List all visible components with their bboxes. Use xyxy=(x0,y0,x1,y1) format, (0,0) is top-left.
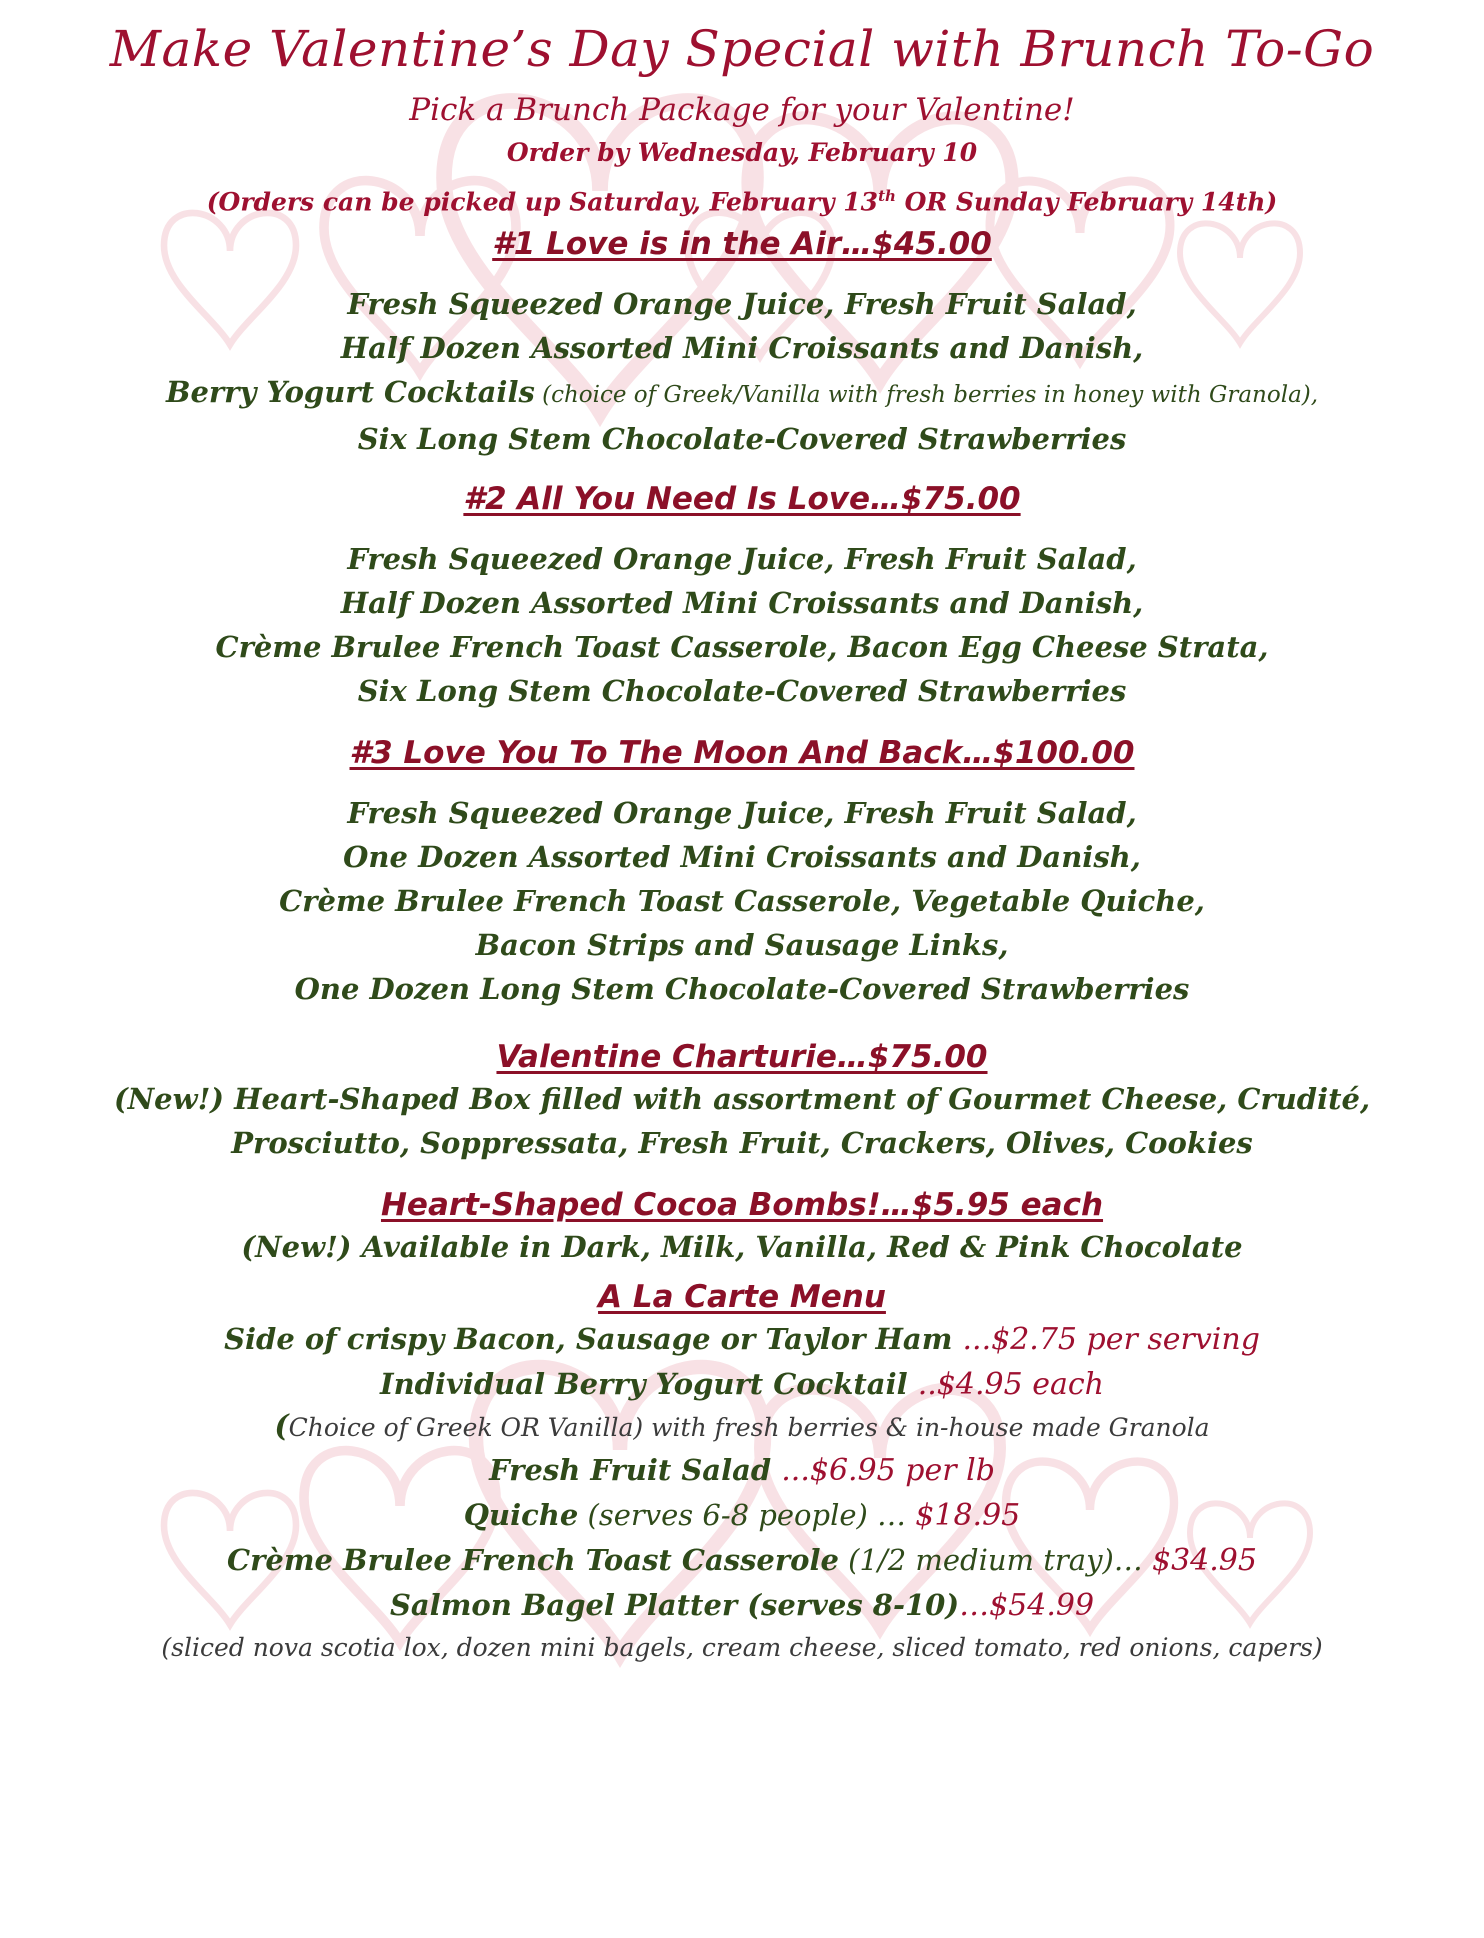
package-3-line-1: Fresh Squeezed Orange Juice, Fresh Fruit Salad, xyxy=(347,796,1137,831)
toast-name: Crème Brulee French Toast Casserole xyxy=(227,1543,839,1578)
package-1-line-4: Six Long Stem Chocolate-Covered Strawberries xyxy=(357,422,1127,457)
cocoa-bombs-title: Heart-Shaped Cocoa Bombs!…$5.95 each xyxy=(380,1187,1104,1224)
quiche-price: $18.95 xyxy=(915,1498,1021,1534)
yogurt-note-text: Choice of Greek OR Vanilla) with fresh berries & in-house made Granola xyxy=(288,1413,1210,1443)
yogurt-price: ..$4.95 each xyxy=(917,1367,1104,1403)
salmon-name: Salmon Bagel Platter (serves 8-10) xyxy=(389,1588,960,1623)
fruit-name: Fresh Fruit Salad xyxy=(489,1453,782,1488)
a-la-carte-title: A La Carte Menu xyxy=(598,1279,886,1316)
a-la-carte-bacon xyxy=(0,1317,1484,1362)
a-la-carte-quiche xyxy=(0,1493,1484,1538)
yogurt-note-paren: ( xyxy=(274,1409,289,1445)
package-3-title: #3 Love You To The Moon And Back…$100.00 xyxy=(349,735,1135,772)
package-3-line-3: Crème Brulee French Toast Casserole, Vegetable Quiche, xyxy=(279,884,1205,919)
package-1-yogurt-note: (choice of Greek/Vanilla with fresh berries in honey with Granola), xyxy=(534,382,1319,409)
package-3-line-4: Bacon Strips and Sausage Links, xyxy=(475,928,1009,963)
bacon-price: ...$2.75 per serving xyxy=(962,1322,1260,1358)
a-la-carte-yogurt xyxy=(0,1362,1484,1407)
salmon-note: (sliced nova scotia lox, dozen mini bagels, cream cheese, sliced tomato, red onions, capers) xyxy=(161,1633,1323,1663)
salmon-price: …$54.99 xyxy=(959,1588,1095,1624)
a-la-carte-fruit xyxy=(0,1448,1484,1493)
yogurt-note xyxy=(0,1407,1484,1448)
page-title: Make Valentine’s Day Special with Brunch To-Go xyxy=(109,20,1375,78)
toast-serves: (1/2 medium tray)… xyxy=(838,1543,1152,1578)
package-3-line-5: One Dozen Long Stem Chocolate-Covered Strawberries xyxy=(294,972,1190,1007)
package-1-line-1: Fresh Squeezed Orange Juice, Fresh Fruit Salad, xyxy=(347,287,1137,322)
a-la-carte-salmon xyxy=(0,1583,1484,1628)
package-2-line-3: Crème Brulee French Toast Casserole, Bacon Egg Cheese Strata, xyxy=(215,630,1269,665)
a-la-carte-toast xyxy=(0,1538,1484,1583)
package-2-line-2: Half Dozen Assorted Mini Croissants and Danish, xyxy=(340,586,1144,621)
quiche-serves: (serves 6-8 people) … xyxy=(578,1498,916,1533)
pickup-superscript: th xyxy=(878,187,896,205)
package-2-title: #2 All You Need Is Love…$75.00 xyxy=(463,481,1021,518)
quiche-name: Quiche xyxy=(463,1498,579,1533)
page-subtitle: Pick a Brunch Package for your Valentine! xyxy=(409,92,1075,128)
menu-page xyxy=(0,18,1484,1668)
order-deadline: Order by Wednesday, February 10 xyxy=(506,138,978,167)
package-1-line-3 xyxy=(0,370,1484,417)
charcuterie-title: Valentine Charturie…$75.00 xyxy=(496,1039,988,1076)
pickup-text-part1: (Orders can be picked up Saturday, February 13 xyxy=(206,187,879,217)
charcuterie-line-2: Prosciutto, Soppressata, Fresh Fruit, Crackers, Olives, Cookies xyxy=(231,1126,1253,1161)
cocoa-bombs-line-1: (New!) Available in Dark, Milk, Vanilla, Red & Pink Chocolate xyxy=(241,1230,1243,1265)
pickup-dates xyxy=(0,178,1484,220)
package-1-line-2: Half Dozen Assorted Mini Croissants and Danish, xyxy=(340,331,1144,366)
toast-price: $34.95 xyxy=(1152,1543,1257,1579)
yogurt-name: Individual Berry Yogurt Cocktail xyxy=(380,1367,918,1402)
package-3-line-2: One Dozen Assorted Mini Croissants and Danish, xyxy=(343,840,1141,875)
package-1-title: #1 Love is in the Air…$45.00 xyxy=(492,226,992,263)
charcuterie-line-1: (New!) Heart-Shaped Box filled with assortment of Gourmet Cheese, Crudité, xyxy=(113,1082,1371,1117)
bacon-name: Side of crispy Bacon, Sausage or Taylor Ham xyxy=(224,1322,963,1357)
fruit-price: ...$6.95 per lb xyxy=(781,1453,995,1489)
pickup-text-part2: OR Sunday February 14th) xyxy=(895,187,1278,217)
package-2-line-1: Fresh Squeezed Orange Juice, Fresh Fruit Salad, xyxy=(347,542,1137,577)
package-1-yogurt: Berry Yogurt Cocktails xyxy=(165,375,535,410)
package-2-line-4: Six Long Stem Chocolate-Covered Strawberries xyxy=(357,674,1127,709)
